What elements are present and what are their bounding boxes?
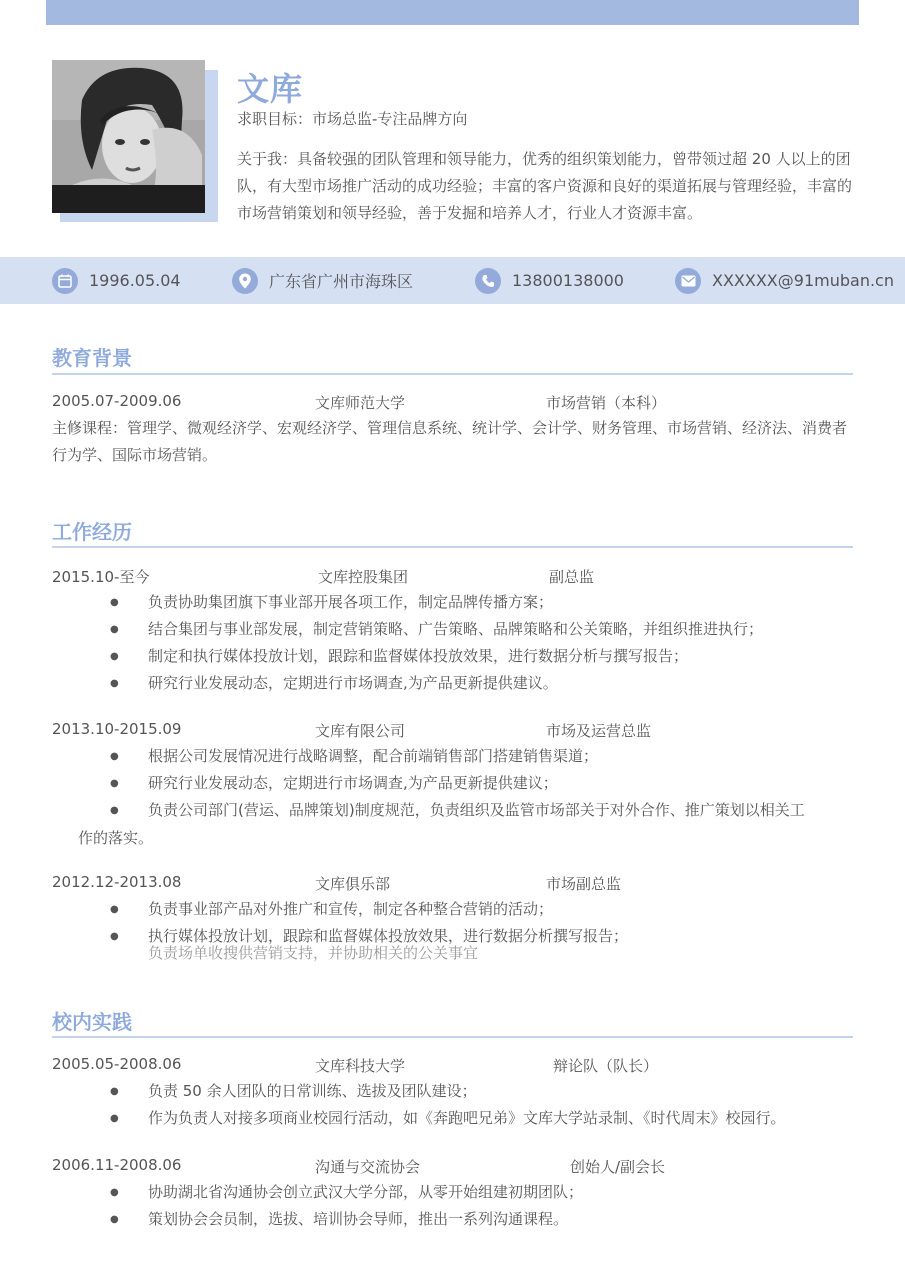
list-item: ● 根据公司发展情况进行战略调整，配合前端销售部门搭建销售渠道； — [52, 743, 862, 770]
top-accent-bar — [46, 0, 859, 25]
practice-role: 辩论队（队长） — [553, 1057, 659, 1075]
job-position: 市场及运营总监 — [546, 722, 652, 740]
list-item: ● 结合集团与事业部发展，制定营销策略、广告策略、品牌策略和公关策略，并组织推进执行； — [52, 616, 862, 643]
contact-address — [232, 257, 413, 304]
job-duties — [52, 743, 862, 824]
about-me: 关于我：具备较强的团队管理和领导能力，优秀的组织策划能力，曾带领过超 20 人以上的团队，有大型市场推广活动的成功经验；丰富的客户资源和良好的渠道拓展与管理经验，丰富的市场营销策划和领导经验，善于发掘和培养人才，行业人才资源丰富。 — [237, 150, 853, 222]
birthday-text: 1996.05.04 — [89, 271, 181, 290]
section-title-work: 工作经历 — [52, 520, 132, 544]
education-courses: 主修课程：管理学、微观经济学、宏观经济学、管理信息系统、统计学、会计学、财务管理、市场营销、经济法、消费者行为学、国际市场营销。 — [52, 419, 848, 464]
list-item: ● 负责协助集团旗下事业部开展各项工作，制定品牌传播方案； — [52, 589, 862, 616]
list-item: ● 研究行业发展动态，定期进行市场调查,为产品更新提供建议。 — [52, 670, 862, 697]
clipped-list-item — [52, 944, 862, 966]
list-item: ● 负责事业部产品对外推广和宣传，制定各种整合营销的活动； — [52, 896, 862, 923]
job-duties — [52, 589, 862, 697]
section-title-education: 教育背景 — [52, 346, 132, 370]
education-major: 市场营销（本科） — [546, 394, 667, 412]
job-company: 文库有限公司 — [315, 722, 406, 740]
list-item: ● 执行媒体投放计划，跟踪和监督媒体投放效果，进行数据分析撰写报告； — [52, 923, 862, 950]
candidate-name: 文库 — [237, 70, 304, 108]
section-divider — [52, 1036, 853, 1038]
practice-period: 2005.05-2008.06 — [52, 1055, 182, 1073]
address-text: 广东省广州市海珠区 — [269, 272, 414, 291]
education-school: 文库师范大学 — [315, 394, 406, 412]
job-objective: 求职目标：市场总监-专注品牌方向 — [237, 110, 468, 128]
phone-text: 13800138000 — [512, 271, 624, 290]
section-divider — [52, 373, 853, 375]
job-period: 2012.12-2013.08 — [52, 873, 182, 891]
contact-bar — [0, 257, 905, 304]
practice-duties — [52, 1179, 862, 1233]
list-item: ● 作为负责人对接多项商业校园行活动，如《奔跑吧兄弟》文库大学站录制、《时代周末》校园行。 — [52, 1105, 862, 1132]
practice-period: 2006.11-2008.06 — [52, 1156, 182, 1174]
list-item: ● 负责公司部门(营运、品牌策划)制度规范，负责组织及监管市场部关于对外合作、推广策划以相关工 — [52, 797, 862, 824]
job-position: 副总监 — [549, 568, 595, 586]
practice-org: 文库科技大学 — [315, 1057, 406, 1075]
practice-role: 创始人/副会长 — [570, 1158, 666, 1176]
list-item: ● 研究行业发展动态，定期进行市场调查,为产品更新提供建议； — [52, 770, 862, 797]
phone-icon — [475, 268, 501, 294]
practice-org: 沟通与交流协会 — [315, 1158, 421, 1176]
job-position: 市场副总监 — [546, 875, 622, 893]
section-title-practice: 校内实践 — [52, 1010, 132, 1034]
list-item: 负责场单收搜供营销支持，并协助相关的公关事宜 — [148, 944, 479, 962]
avatar — [52, 60, 205, 213]
practice-duties — [52, 1078, 862, 1132]
job-company: 文库俱乐部 — [315, 875, 391, 893]
envelope-icon — [675, 268, 701, 294]
job-company: 文库控股集团 — [318, 568, 409, 586]
education-period: 2005.07-2009.06 — [52, 392, 182, 410]
list-item: ● 负责 50 余人团队的日常训练、选拔及团队建设； — [52, 1078, 862, 1105]
list-item: ● 协助湖北省沟通协会创立武汉大学分部，从零开始组建初期团队； — [52, 1179, 862, 1206]
list-item: ● 策划协会会员制，选拔、培训协会导师，推出一系列沟通课程。 — [52, 1206, 862, 1233]
contact-birthday — [52, 257, 181, 304]
section-divider — [52, 546, 853, 548]
job-period: 2013.10-2015.09 — [52, 720, 182, 738]
list-item-continuation: 作的落实。 — [78, 829, 154, 847]
list-item: ● 制定和执行媒体投放计划，跟踪和监督媒体投放效果，进行数据分析与撰写报告； — [52, 643, 862, 670]
contact-email — [675, 257, 894, 304]
contact-phone — [475, 257, 624, 304]
location-pin-icon — [232, 268, 258, 294]
calendar-icon — [52, 268, 78, 294]
job-period: 2015.10-至今 — [52, 568, 150, 586]
email-text: XXXXXX@91muban.cn — [712, 271, 894, 290]
